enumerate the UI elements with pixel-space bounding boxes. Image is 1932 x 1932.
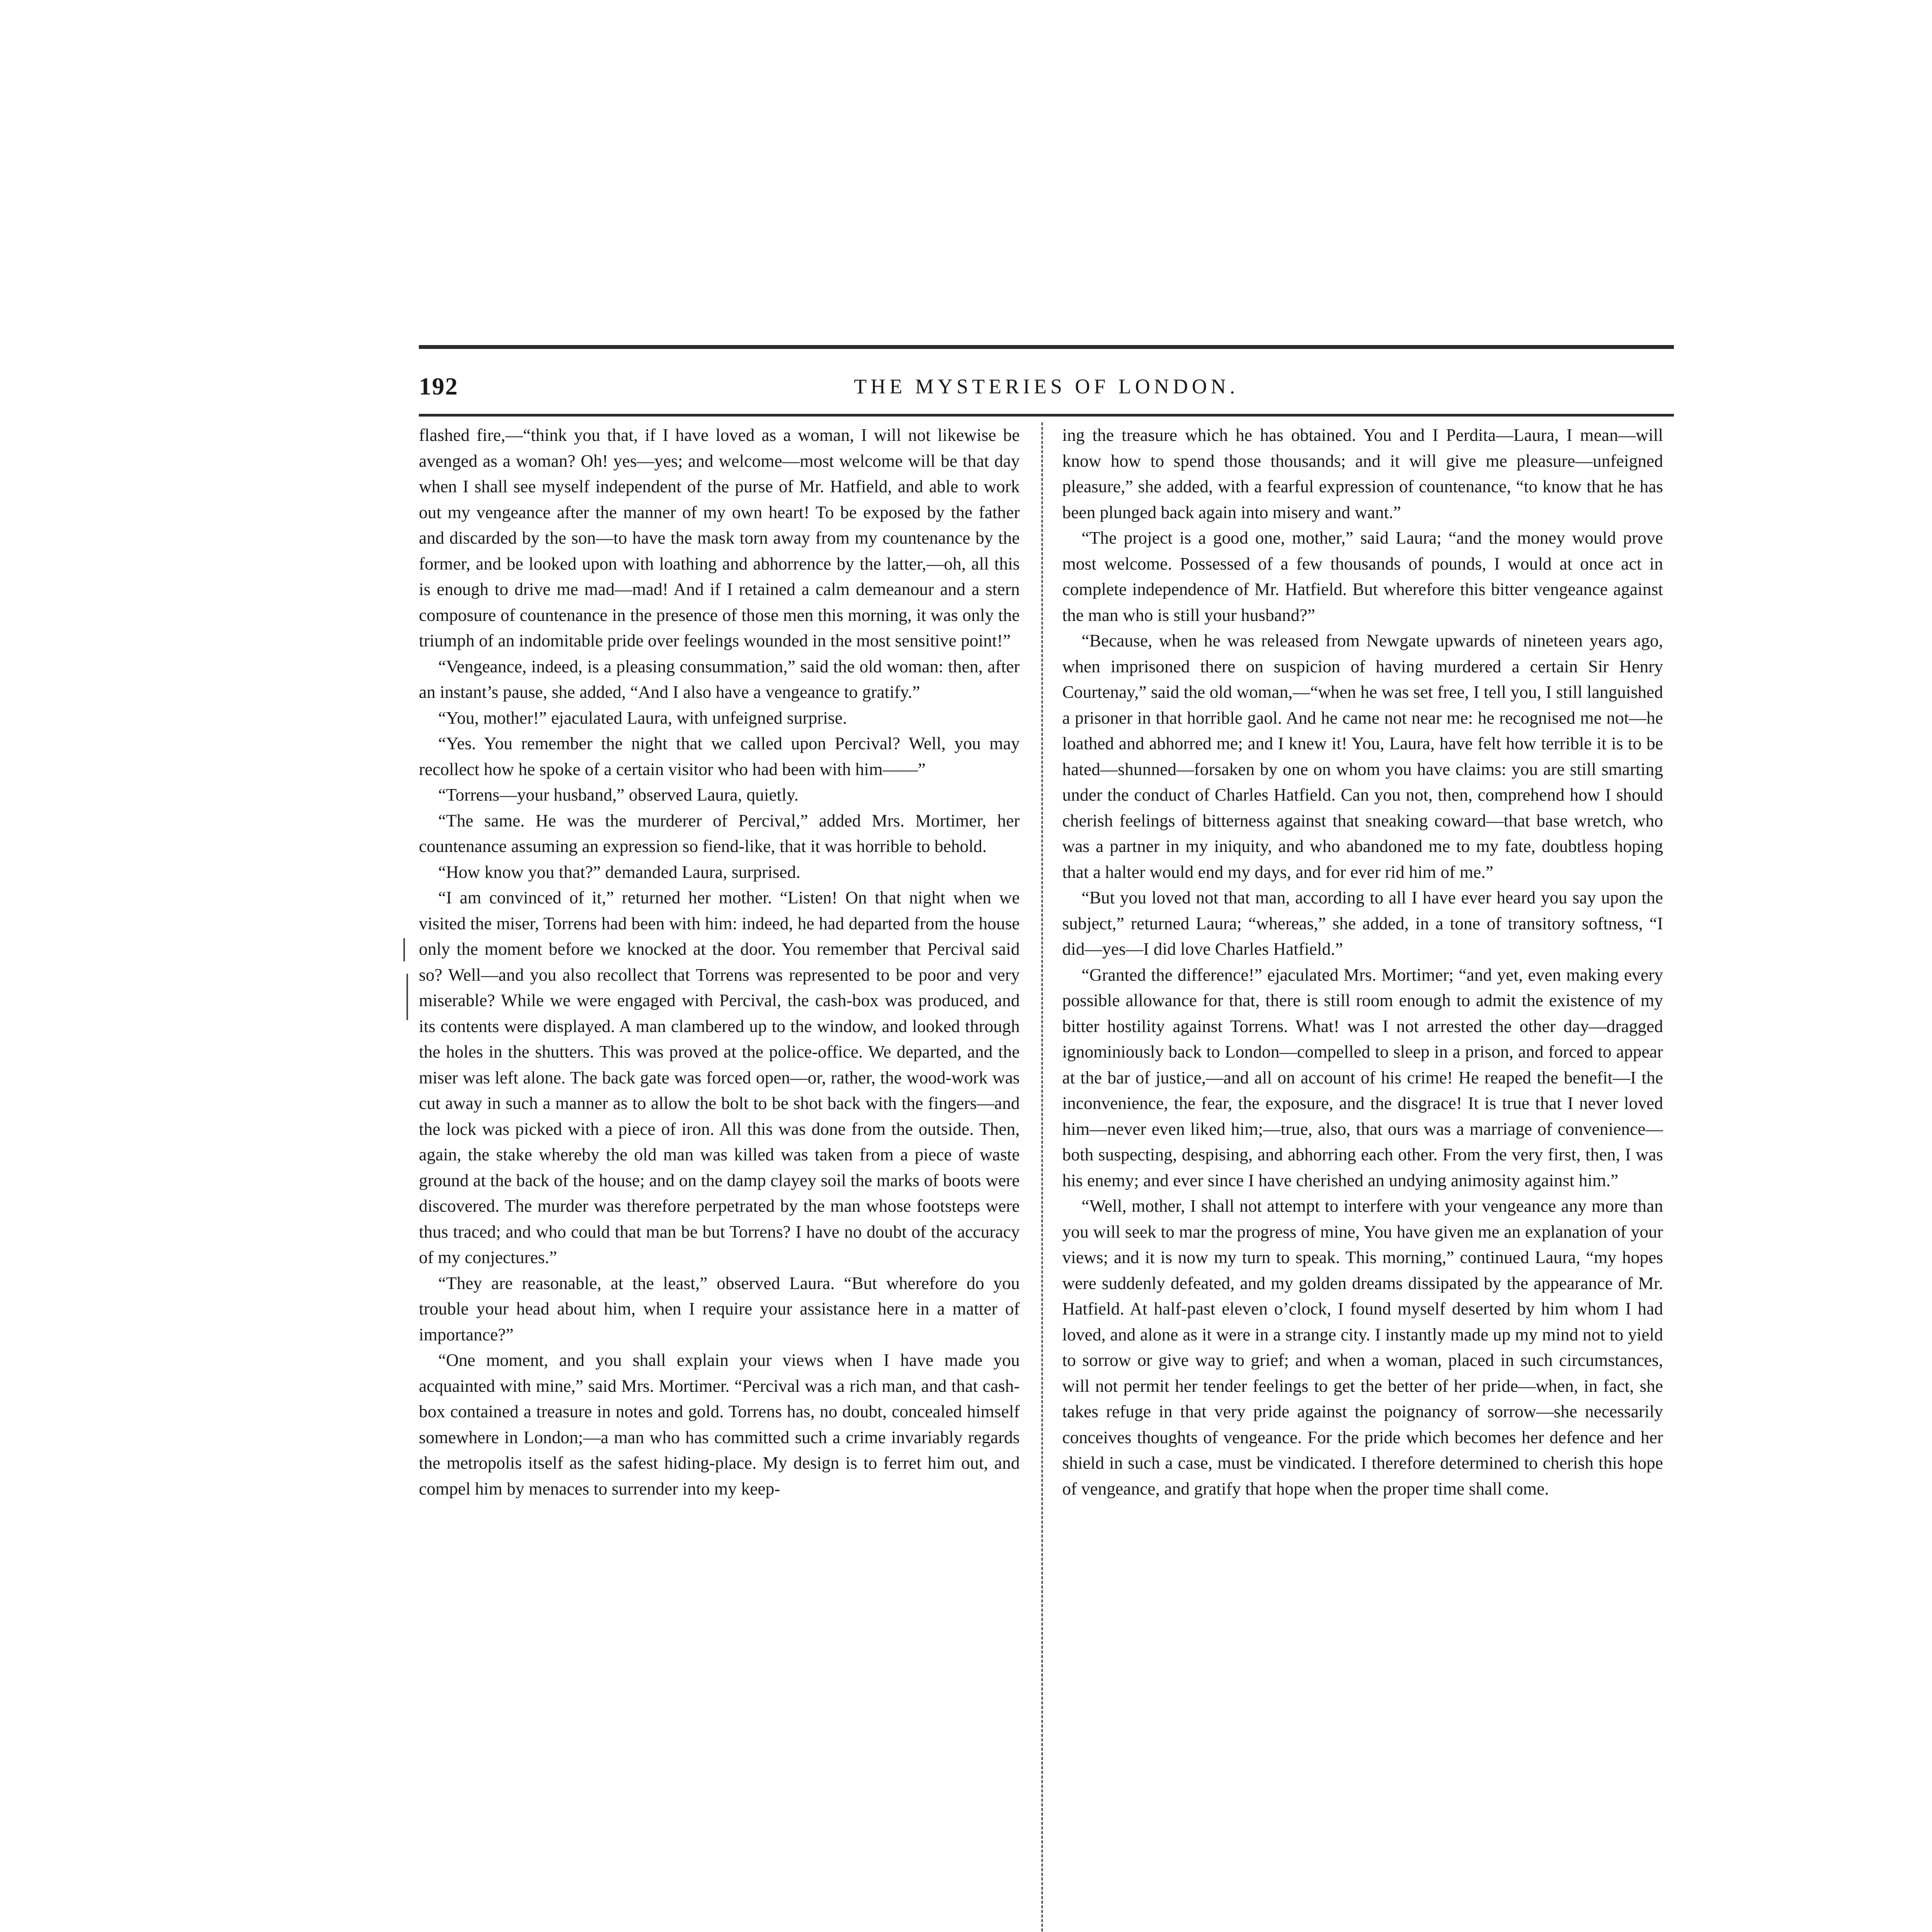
running-title: THE MYSTERIES OF LONDON. <box>854 375 1239 398</box>
paragraph: “But you loved not that man, according to all I have ever heard you say upon the subject,” returned Laura; “whereas,” she added, in a tone of transitory softness, “I did—yes—I did love Charles Hatfield.” <box>1062 888 1663 959</box>
paragraph: “They are reasonable, at the least,” observed Laura. “But wherefore do you trouble your head about him, when I require your assistance here in a matter of importance?” <box>419 1273 1020 1344</box>
paragraph: “The project is a good one, mother,” said Laura; “and the money would prove most welcome. Possessed of a few thousands of pounds, I would at once act in complete independence of Mr. Hatfield. But wherefore this bitter vengeance against the man who is still your husband?” <box>1062 528 1663 625</box>
paragraph: “Vengeance, indeed, is a pleasing consummation,” said the old woman: then, after an instant’s pause, she added, “And I also have a vengeance to gratify.” <box>419 656 1020 702</box>
paragraph: “Because, when he was released from Newgate upwards of nineteen years ago, when imprisoned there on suspicion of having murdered a certain Sir Henry Courtenay,” said the old woman,—“when he was set free, I tell you, I still languished a prisoner in that horrible gaol. And he came not near me: he recognised me not—he loathed and abhorred me; and I knew it! You, Laura, have felt how terrible it is to be hated—shunned—forsaken by one on whom you have claims: you are still smarting under the conduct of Charles Hatfield. Can you not, then, comprehend how I should cherish feelings of bitterness against that sneaking coward—that base wretch, who was a partner in my iniquity, and who abandoned me to my fate, doubtless hoping that a halter would end my days, and for ever rid him of me.” <box>1062 631 1663 882</box>
paragraph: ing the treasure which he has obtained. You and I Perdita—Laura, I mean—will know how to spend those thousands; and it will give me pleasure—unfeigned pleasure,” she added, with a fearful expression of countenance, “to know that he has been plunged back again into misery and want.” <box>1062 425 1663 522</box>
margin-mark <box>403 938 405 961</box>
paragraph: “I am convinced of it,” returned her mother. “Listen! On that night when we visited the miser, Torrens had been with him: indeed, he had departed from the house only the moment before we knocked at the door. You remember that Percival said so? Well—and you also recollect that Torrens was represented to be poor and very miserable? While we were engaged with Percival, the cash-box was produced, and its contents were displayed. A man clambered up to the window, and looked through the holes in the shutters. This was proved at the police-office. We departed, and the miser was left alone. The back gate was forced open—or, rather, the wood-work was cut away in such a manner as to allow the bolt to be shot back with the fingers—and the lock was picked with a piece of iron. All this was done from the outside. Then, again, the stake whereby the old man was killed was taken from a piece of waste ground at the back of the house; and on the damp clayey soil the marks of boots were discovered. The murder was therefore perpetrated by the man whose footsteps were thus traced; and who could that man be but Torrens? I have no doubt of the accuracy of my conjectures.” <box>419 888 1020 1267</box>
page-number: 192 <box>419 372 458 400</box>
paragraph: “You, mother!” ejaculated Laura, with unfeigned surprise. <box>438 707 847 728</box>
paragraph: “Yes. You remember the night that we called upon Percival? Well, you may recollect how he spoke of a certain visitor who had been with him——” <box>419 733 1020 779</box>
page-header <box>419 372 1674 403</box>
left-column <box>419 422 1020 1932</box>
header-rule <box>419 414 1674 417</box>
column-divider <box>1041 422 1043 1932</box>
paragraph: “The same. He was the murderer of Percival,” added Mrs. Mortimer, her countenance assuming an expression so fiend-like, that it was horrible to behold. <box>419 810 1020 856</box>
paragraph: “Torrens—your husband,” observed Laura, quietly. <box>438 785 799 804</box>
top-rule <box>419 345 1674 349</box>
right-column <box>1062 422 1663 1932</box>
margin-mark <box>406 974 408 1020</box>
paragraph: “Well, mother, I shall not attempt to interfere with your vengeance any more than you will seek to mar the progress of mine, You have given me an explanation of your views; and it is now my turn to speak. This morning,” continued Laura, “my hopes were suddenly defeated, and my golden dreams dissipated by the appearance of Mr. Hatfield. At half-past eleven o’clock, I found myself deserted by him whom I had loved, and alone as it were in a strange city. I instantly made up my mind not to yield to sorrow or give way to grief; and when a woman, placed in such circumstances, will not permit her tender feelings to get the better of her pride—when, in fact, she takes refuge in that very pride against the poignancy of sorrow—she necessarily conceives thoughts of vengeance. For the pride which becomes her defence and her shield in such a case, must be vindicated. I therefore determined to cherish this hope of vengeance, and gratify that hope when the proper time shall come. <box>1062 1196 1663 1498</box>
paragraph: “Granted the difference!” ejaculated Mrs. Mortimer; “and yet, even making every possible allowance for that, there is still room enough to admit the existence of my bitter hostility against Torrens. What! was I not arrested the other day—dragged ignominiously back to London—compelled to sleep in a prison, and forced to appear at the bar of justice,—and all on account of his crime! He reaped the benefit—I the inconvenience, the fear, the exposure, and the disgrace! It is true that I never loved him—never even liked him;—true, also, that ours was a marriage of convenience—both suspecting, despising, and abhorring each other. From the very first, then, I was his enemy; and ever since I have cherished an undying animosity against him.” <box>1062 964 1663 1190</box>
book-page <box>419 345 1674 1932</box>
paragraph: “How know you that?” demanded Laura, surprised. <box>438 862 801 882</box>
paragraph: flashed fire,—“think you that, if I have loved as a woman, I will not likewise be avenged as a woman? Oh! yes—yes; and welcome—most welcome will be that day when I shall see myself independent of the purse of Mr. Hatfield, and able to work out my vengeance after the manner of my own heart! To be exposed by the father and discarded by the son—to have the mask torn away from my countenance by the former, and be looked upon with loathing and abhorrence by the latter,—oh, all this is enough to drive me mad—mad! And if I retained a calm demeanour and a stern composure of countenance in the presence of those men this morning, it was only the triumph of an indomitable pride over feelings wounded in the most sensitive point!” <box>419 425 1020 650</box>
paragraph: “One moment, and you shall explain your views when I have made you acquainted with mine,” said Mrs. Mortimer. “Percival was a rich man, and that cash-box contained a treasure in notes and gold. Torrens has, no doubt, concealed himself somewhere in London;—a man who has committed such a crime invariably regards the metropolis itself as the safest hiding-place. My design is to ferret him out, and compel him by menaces to surrender into my keep- <box>419 1350 1020 1498</box>
